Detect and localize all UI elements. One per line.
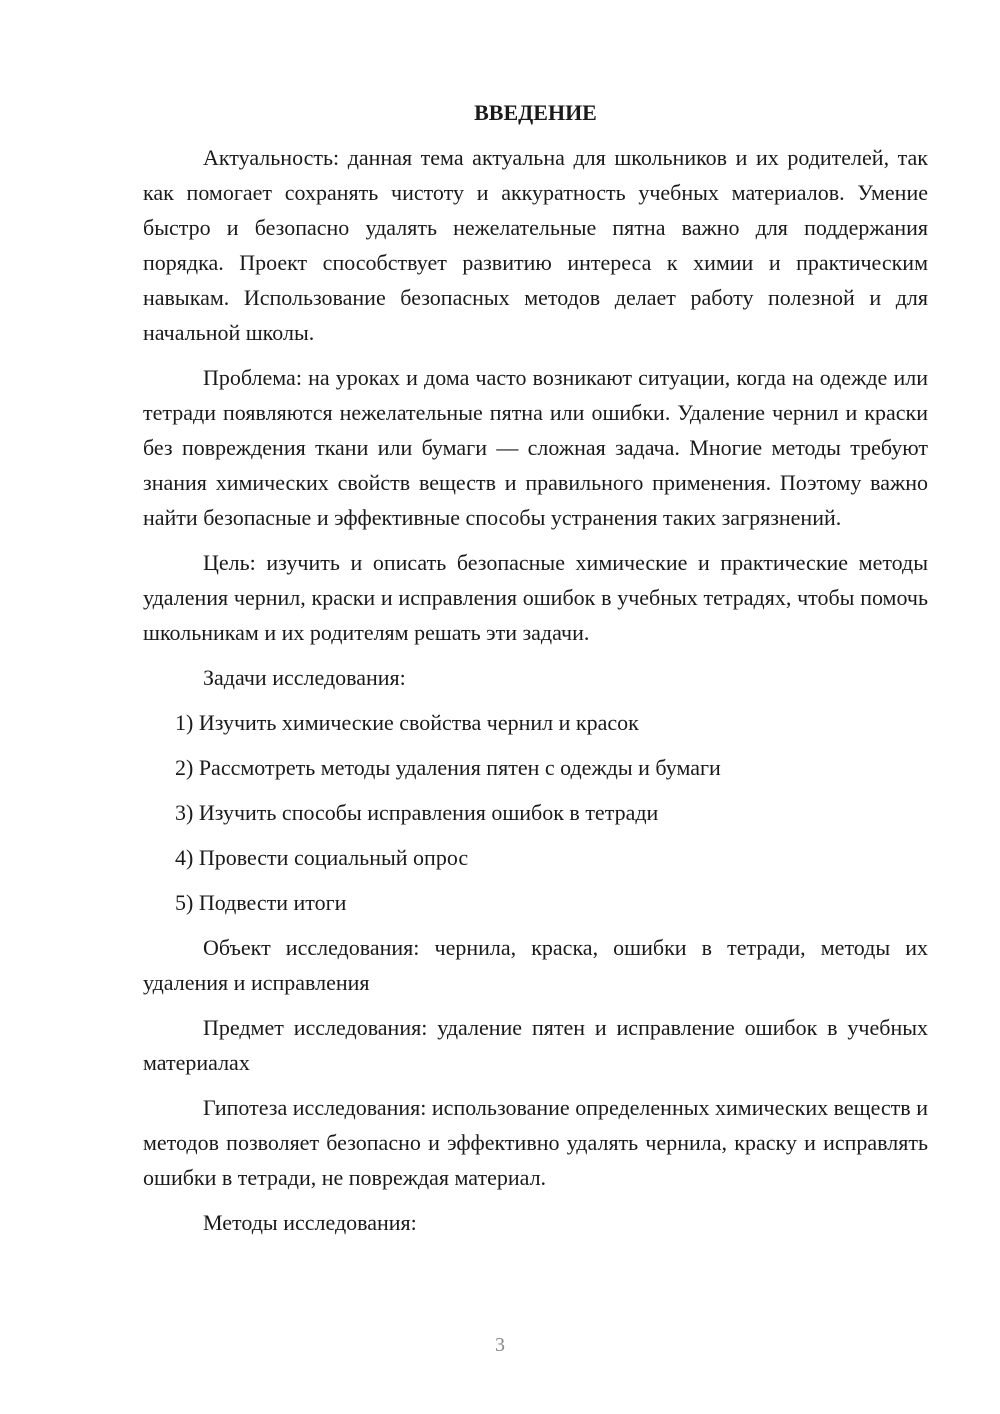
goal-paragraph: Цель: изучить и описать безопасные химические и практические методы удаления чернил, краски и исправления ошибок в учебных тетрадях, чтобы помочь школьникам и их родителям решать эти задачи. (143, 550, 928, 645)
page-content (143, 95, 928, 1250)
section-title: ВВЕДЕНИЕ (474, 100, 597, 125)
list-item: 2) Рассмотреть методы удаления пятен с одежды и бумаги (175, 755, 721, 780)
subject-paragraph: Предмет исследования: удаление пятен и исправление ошибок в учебных материалах (143, 1015, 928, 1075)
object-paragraph: Объект исследования: чернила, краска, ошибки в тетради, методы их удаления и исправления (143, 935, 928, 995)
list-item: 3) Изучить способы исправления ошибок в тетради (175, 800, 659, 825)
tasks-list (143, 705, 928, 920)
list-item: 4) Провести социальный опрос (175, 845, 469, 870)
methods-heading: Методы исследования: (203, 1210, 417, 1235)
relevance-paragraph: Актуальность: данная тема актуальна для школьников и их родителей, так как помогает сохранять чистоту и аккуратность учебных материалов. Умение быстро и безопасно удалять нежелательные пятна важно для поддержания порядка. Проект способствует развитию интереса к химии и практическим навыкам. Использование безопасных методов делает работу полезной и для начальной школы. (143, 145, 928, 345)
page-number: 3 (495, 1334, 505, 1356)
hypothesis-paragraph: Гипотеза исследования: использование определенных химических веществ и методов позволяет безопасно и эффективно удалять чернила, краску и исправлять ошибки в тетради, не повреждая материал. (143, 1095, 928, 1190)
tasks-heading: Задачи исследования: (203, 665, 406, 690)
list-item: 1) Изучить химические свойства чернил и красок (175, 710, 639, 735)
problem-paragraph: Проблема: на уроках и дома часто возникают ситуации, когда на одежде или тетради появляются нежелательные пятна или ошибки. Удаление чернил и краски без повреждения ткани или бумаги — сложная задача. Многие методы требуют знания химических свойств веществ и правильного применения. Поэтому важно найти безопасные и эффективные способы устранения таких загрязнений. (143, 365, 928, 530)
list-item: 5) Подвести итоги (175, 890, 347, 915)
